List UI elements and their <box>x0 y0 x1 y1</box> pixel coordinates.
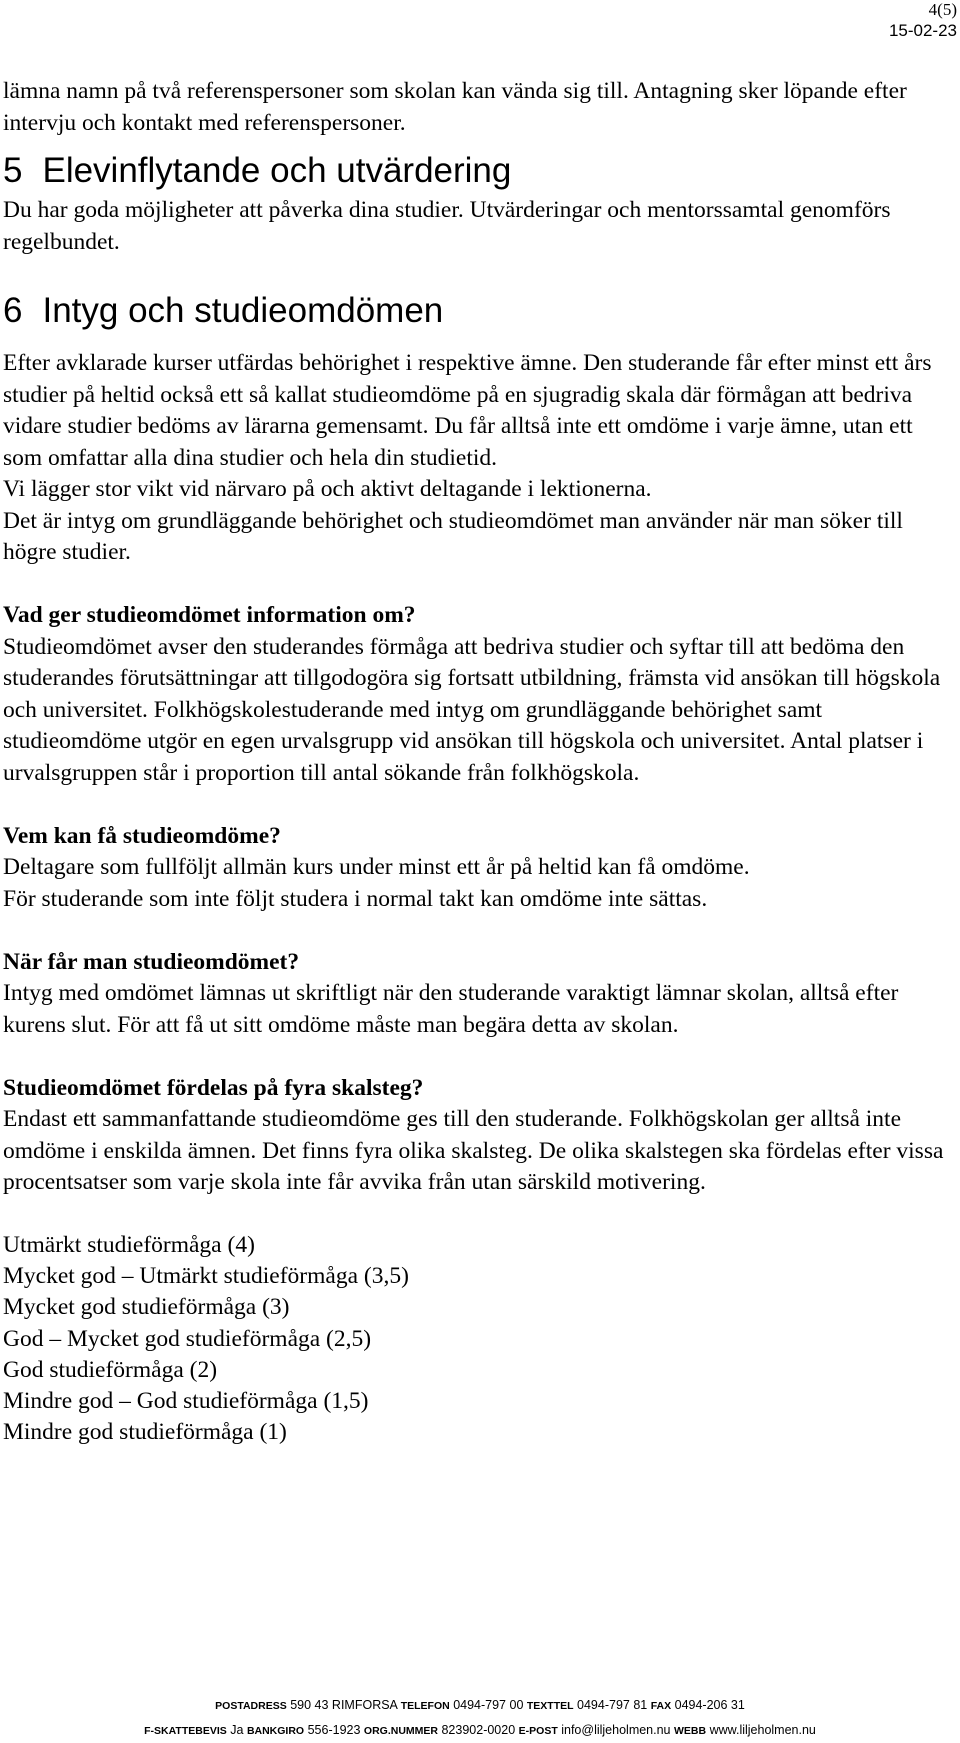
footer-fax-label: FAX <box>650 1700 672 1712</box>
scale-item: God studieförmåga (2) <box>3 1356 218 1383</box>
q4-body: Endast ett sammanfattande studieomdöme ges till den studerande. Folkhögskolan ger alltså inte omdöme i enskilda ämnen. Det finns fyra olika skalsteg. De olika skalstegen ska fördelas efter vissa procentsatser som varje skola inte får avvika från utan särskild motivering. <box>3 1106 944 1195</box>
footer-texttel-label: TEXTTEL <box>526 1700 574 1712</box>
footer-fax: 0494-206 31 <box>674 1698 745 1712</box>
footer-epost-label: E-POST <box>518 1725 558 1737</box>
footer-orgnr: 823902-0020 <box>441 1723 516 1737</box>
section-6-body-3: Det är intyg om grundläggande behörighet och studieomdömet man använder när man söker till högre studier. <box>3 507 903 565</box>
scale-list <box>3 1230 953 1448</box>
footer-telefon: 0494-797 00 <box>453 1698 524 1712</box>
footer-webb-label: WEBB <box>674 1725 707 1737</box>
footer-fskatt-label: F-SKATTEBEVIS <box>144 1725 227 1737</box>
scale-item: Mindre god – God studieförmåga (1,5) <box>3 1388 369 1415</box>
section-5-heading <box>3 151 953 191</box>
footer-bankgiro: 556-1923 <box>307 1723 361 1737</box>
footer-postadress: 590 43 RIMFORSA <box>290 1698 398 1712</box>
q3-body: Intyg med omdömet lämnas ut skriftligt när den studerande varaktigt lämnar skolan, alltså efter kurens slut. För att få ut sitt omdöme måste man begära detta av skolan. <box>3 980 899 1038</box>
scale-item: Utmärkt studieförmåga (4) <box>3 1232 255 1258</box>
footer-epost-link[interactable]: info@liljeholmen.nu <box>561 1723 671 1737</box>
q2-heading: Vem kan få studieomdöme? <box>3 822 281 849</box>
intro-paragraph: lämna namn på två referenspersoner som skolan kan vända sig till. Antagning sker löpande efter intervju och kontakt med referenspersoner. <box>3 78 907 136</box>
q4-heading: Studieomdömet fördelas på fyra skalsteg? <box>3 1074 424 1101</box>
spacer <box>3 1041 953 1073</box>
scale-item: Mycket god – Utmärkt studieförmåga (3,5) <box>3 1263 409 1290</box>
spacer <box>3 1199 953 1231</box>
section-5-number: 5 <box>3 151 23 190</box>
spacer <box>3 915 953 947</box>
section-6-title: Intyg och studieomdömen <box>42 291 444 330</box>
page-number: 4(5) <box>928 0 957 19</box>
footer-orgnr-label: ORG.NUMMER <box>363 1725 438 1737</box>
footer-telefon-label: TELEFON <box>400 1700 450 1712</box>
q3-heading: När får man studieomdömet? <box>3 948 300 975</box>
footer-texttel: 0494-797 81 <box>577 1698 648 1712</box>
footer-contact-line <box>0 1697 960 1714</box>
section-6-number: 6 <box>3 291 23 330</box>
spacer <box>3 789 953 821</box>
spacer <box>3 569 953 601</box>
scale-item: Mycket god studieförmåga (3) <box>3 1294 290 1321</box>
q1-heading: Vad ger studieomdömet information om? <box>3 602 416 628</box>
section-5-body: Du har goda möjligheter att påverka dina studier. Utvärderingar och mentorssamtal genomförs regelbundet. <box>3 197 891 255</box>
q1-body: Studieomdömet avser den studerandes förmåga att bedriva studier och syftar till att bedöma den studerandes förutsättningar att tillgodogöra sig fortsatt utbildning, främsta vid ansökan till högskola och universitet. Folkhögskolestuderande med intyg om grundläggande behörighet samt studieomdöme utgör en egen urvalsgrupp vid ansökan till högskola och universitet. Antal platser i urvalsgruppen står i proportion till antal sökande från folkhögskola. <box>3 633 941 786</box>
scale-item: God – Mycket god studieförmåga (2,5) <box>3 1325 372 1352</box>
section-6-body-2: Vi lägger stor vikt vid närvaro på och aktivt deltagande i lektionerna. <box>3 476 652 502</box>
footer-fskatt: Ja <box>230 1723 244 1737</box>
document-body <box>3 76 953 1448</box>
footer-registration-line <box>0 1722 960 1739</box>
q2-line-1: Deltagare som fullföljt allmän kurs under minst ett år på heltid kan få omdöme. <box>3 854 750 880</box>
footer-postadress-label: POSTADRESS <box>215 1700 287 1712</box>
scale-item: Mindre god studieförmåga (1) <box>3 1419 287 1446</box>
q2-line-2: För studerande som inte följt studera i normal takt kan omdöme inte sättas. <box>3 885 708 912</box>
section-6-heading <box>3 291 953 331</box>
page-date: 15-02-23 <box>888 21 957 40</box>
section-5-title: Elevinflytande och utvärdering <box>42 151 512 190</box>
section-6-body: Efter avklarade kurser utfärdas behörighet i respektive ämne. Den studerande får efter minst ett års studier på heltid också ett så kallat studieomdöme på en sjugradig skala där förmågan att bedriva vidare studier bedöms av lärarna gemensamt. Du får alltså inte ett omdöme i varje ämne, utan ett som omfattar alla dina studier och hela din studietid. <box>3 350 932 471</box>
footer-webb-link[interactable]: www.liljeholmen.nu <box>709 1723 816 1737</box>
footer-bankgiro-label: BANKGIRO <box>246 1725 305 1737</box>
